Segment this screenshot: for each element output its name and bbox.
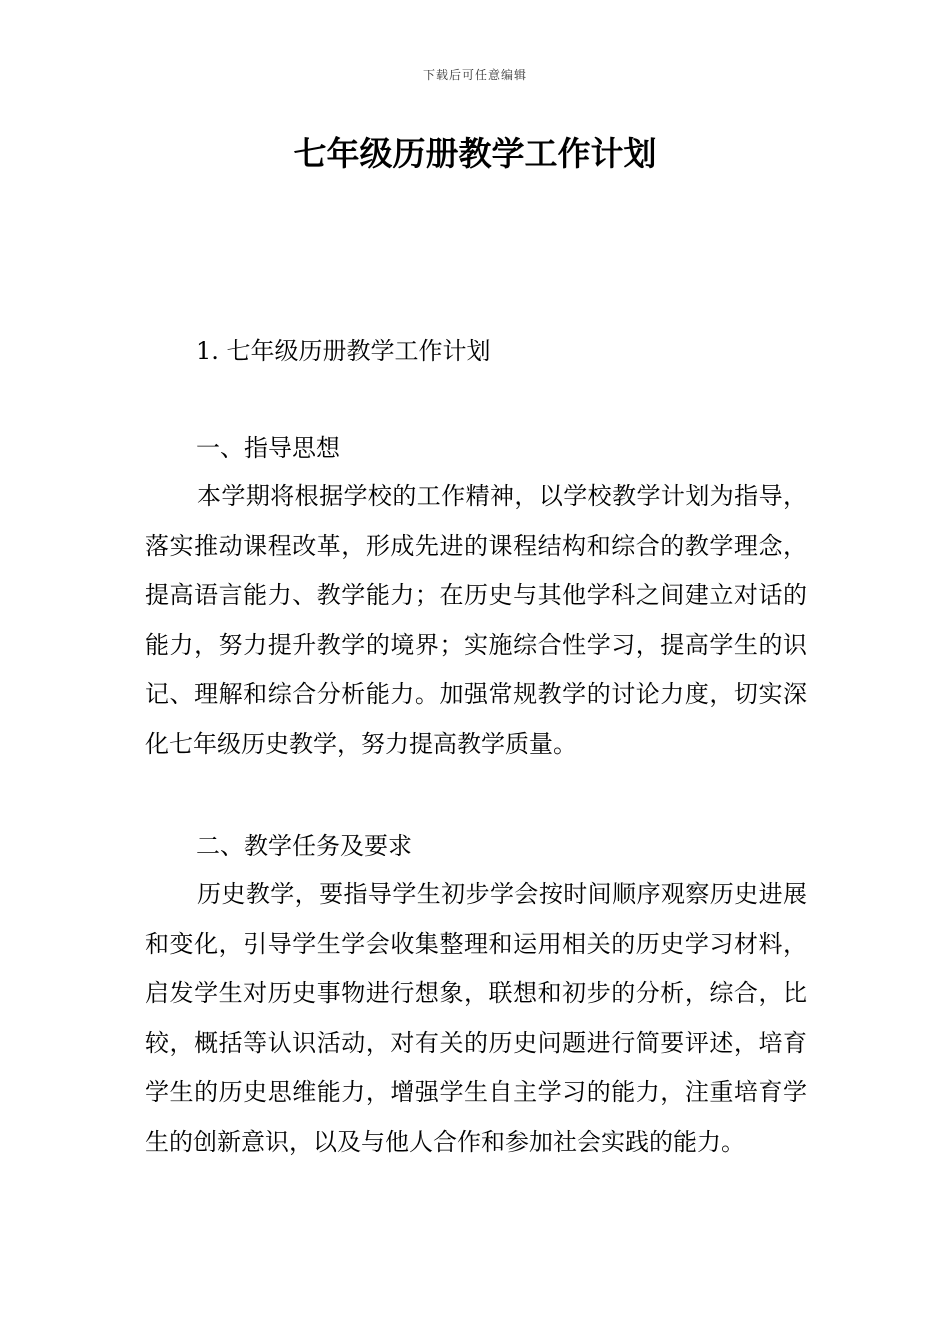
section-heading-1: 一、指导思想 — [196, 434, 340, 462]
document-subtitle: 1. 七年级历册教学工作计划 — [196, 337, 491, 365]
section-paragraph-1: 本学期将根据学校的工作精神，以学校教学计划为指导，落实推动课程改革，形成先进的课程结构和综合的教学理念，提高语言能力、教学能力；在历史与其他学科之间建立对话的能力，努力提升教学的境界；实施综合性学习，提高学生的识记、理解和综合分析能力。加强常规教学的讨论力度，切实深化七年级历史教学，努力提高教学质量。 — [145, 482, 807, 758]
header-note: 下载后可任意编辑 — [422, 68, 527, 82]
document-title: 七年级历册教学工作计划 — [293, 134, 657, 173]
section-paragraph-2: 历史教学，要指导学生初步学会按时间顺序观察历史进展和变化，引导学生学会收集整理和运用相关的历史学习材料，启发学生对历史事物进行想象，联想和初步的分析，综合，比较，概括等认识活动，对有关的历史问题进行简要评述，培育学生的历史思维能力，增强学生自主学习的能力，注重培育学生的创新意识，以及与他人合作和参加社会实践的能力。 — [145, 880, 807, 1156]
section-heading-2: 二、教学任务及要求 — [196, 832, 412, 860]
